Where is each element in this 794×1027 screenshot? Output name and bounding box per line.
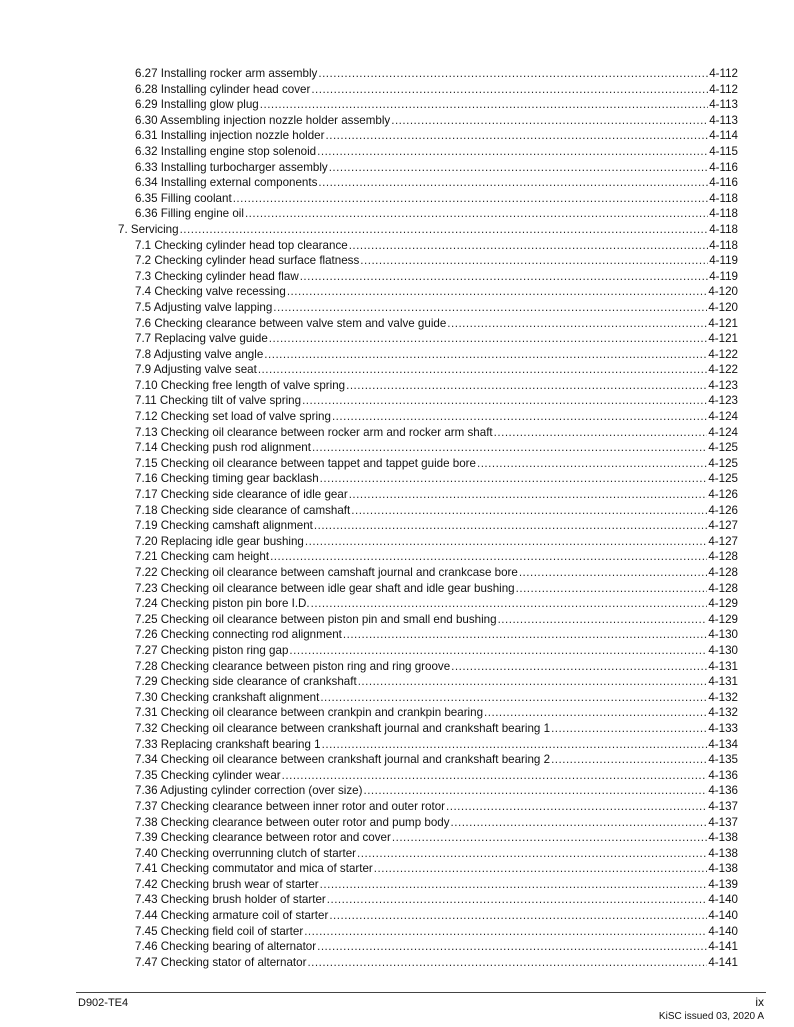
- toc-entry-page: 4-138: [708, 831, 738, 845]
- toc-entry-title: 7.13 Checking oil clearance between rocker arm and rocker arm shaft: [135, 425, 493, 439]
- toc-entry[interactable]: [118, 316, 738, 332]
- toc-entry[interactable]: [118, 238, 738, 254]
- toc-entry[interactable]: [118, 144, 738, 160]
- toc-entry-title: 6.27 Installing rocker arm assembly: [135, 67, 318, 80]
- toc-entry-page: 4-128: [708, 581, 738, 595]
- toc-entry[interactable]: [118, 97, 738, 113]
- toc-entry-page: 4-140: [708, 909, 738, 923]
- toc-entry[interactable]: [118, 331, 738, 347]
- footer-page-number: ix: [755, 995, 764, 1009]
- toc-entry-title: 7.28 Checking clearance between piston ring and ring groove: [135, 659, 451, 673]
- toc-entry[interactable]: [118, 456, 738, 472]
- toc-entry-page: 4-138: [708, 862, 738, 876]
- toc-entry[interactable]: [118, 113, 738, 129]
- toc-entry[interactable]: [118, 705, 738, 721]
- toc-entry-page: 4-118: [709, 238, 738, 252]
- toc-entry[interactable]: [118, 596, 738, 612]
- toc-dot-leader: [311, 596, 708, 612]
- toc-entry[interactable]: [118, 440, 738, 456]
- toc-entry[interactable]: [118, 347, 738, 363]
- toc-entry-page: 4-113: [709, 98, 738, 112]
- toc-dot-leader: [300, 269, 709, 285]
- toc-entry-page: 4-112: [709, 67, 738, 80]
- toc-dot-leader: [273, 300, 707, 316]
- toc-entry-title: 7. Servicing: [118, 222, 179, 236]
- toc-entry-title: 7.42 Checking brush wear of starter: [135, 877, 319, 891]
- toc-entry-title: 7.45 Checking field coil of starter: [135, 924, 304, 938]
- toc-dot-leader: [332, 409, 707, 425]
- toc-entry-page: 4-140: [708, 893, 738, 907]
- toc-entry[interactable]: [118, 160, 738, 176]
- toc-entry-page: 4-131: [708, 659, 738, 673]
- toc-entry[interactable]: [118, 877, 738, 893]
- toc-entry-title: 7.31 Checking oil clearance between crankpin and crankpin bearing: [135, 706, 484, 720]
- toc-dot-leader: [326, 128, 709, 144]
- toc-entry-title: 7.26 Checking connecting rod alignment: [135, 628, 342, 642]
- toc-entry-title: 6.32 Installing engine stop solenoid: [135, 144, 317, 158]
- toc-dot-leader: [343, 627, 707, 643]
- toc-entry-title: 7.3 Checking cylinder head flaw: [135, 269, 299, 283]
- toc-dot-leader: [269, 331, 708, 347]
- toc-entry-page: 4-118: [709, 222, 738, 236]
- toc-entry[interactable]: [118, 300, 738, 316]
- toc-dot-leader: [245, 206, 708, 222]
- toc-dot-leader: [312, 440, 707, 456]
- toc-dot-leader: [307, 955, 707, 971]
- toc-dot-leader: [451, 659, 707, 675]
- toc-entry-page: 4-134: [708, 737, 738, 751]
- toc-entry-title: 6.34 Installing external components: [135, 176, 318, 190]
- toc-dot-leader: [327, 892, 708, 908]
- toc-entry-title: 7.21 Checking cam height: [135, 550, 270, 564]
- toc-entry-page: 4-127: [708, 519, 738, 533]
- toc-entry-title: 7.35 Checking cylinder wear: [135, 768, 281, 782]
- toc-dot-leader: [305, 534, 707, 550]
- toc-entry-title: 7.36 Adjusting cylinder correction (over size): [135, 784, 363, 798]
- toc-entry-page: 4-116: [709, 160, 738, 174]
- toc-entry-page: 4-130: [708, 643, 738, 657]
- toc-entry[interactable]: [118, 674, 738, 690]
- toc-entry[interactable]: [118, 830, 738, 846]
- toc-entry-title: 7.15 Checking oil clearance between tappet and tappet guide bore: [135, 456, 476, 470]
- toc-entry-page: 4-140: [708, 924, 738, 938]
- toc-entry-page: 4-133: [708, 721, 738, 735]
- toc-entry[interactable]: [118, 752, 738, 768]
- toc-entry[interactable]: [118, 128, 738, 144]
- toc-entry-page: 4-138: [708, 846, 738, 860]
- toc-entry-title: 7.6 Checking clearance between valve stem and valve guide: [135, 316, 447, 330]
- toc-entry[interactable]: [118, 581, 738, 597]
- toc-entry[interactable]: [118, 284, 738, 300]
- toc-entry-title: 6.29 Installing glow plug: [135, 98, 259, 112]
- toc-entry-page: 4-136: [708, 768, 738, 782]
- toc-entry[interactable]: [118, 690, 738, 706]
- toc-entry[interactable]: [118, 549, 738, 565]
- toc-dot-leader: [258, 362, 708, 378]
- toc-entry[interactable]: [118, 612, 738, 628]
- toc-dot-leader: [329, 160, 709, 176]
- toc-dot-leader: [317, 939, 707, 955]
- toc-entry-title: 6.28 Installing cylinder head cover: [135, 82, 311, 96]
- toc-entry[interactable]: [118, 892, 738, 908]
- toc-dot-leader: [498, 612, 708, 628]
- toc-entry-title: 7.30 Checking crankshaft alignment: [135, 690, 320, 704]
- toc-entry[interactable]: [118, 721, 738, 737]
- toc-entry[interactable]: [118, 659, 738, 675]
- toc-dot-leader: [302, 393, 707, 409]
- toc-dot-leader: [358, 674, 708, 690]
- toc-entry-title: 7.46 Checking bearing of alternator: [135, 940, 317, 954]
- toc-entry-page: 4-120: [708, 300, 738, 314]
- toc-dot-leader: [314, 518, 707, 534]
- toc-dot-leader: [494, 425, 708, 441]
- toc-entry-title: 6.36 Filling engine oil: [135, 207, 244, 221]
- toc-entry-page: 4-119: [709, 254, 738, 268]
- toc-entry-title: 7.27 Checking piston ring gap: [135, 643, 289, 657]
- toc-entry-title: 6.31 Installing injection nozzle holder: [135, 129, 325, 143]
- toc-entry-page: 4-130: [708, 628, 738, 642]
- toc-entry[interactable]: [118, 393, 738, 409]
- toc-entry-title: 7.29 Checking side clearance of crankshaft: [135, 675, 357, 689]
- toc-entry[interactable]: [118, 861, 738, 877]
- toc-entry-title: 6.30 Assembling injection nozzle holder assembly: [135, 113, 391, 127]
- toc-entry-page: 4-129: [708, 612, 738, 626]
- toc-entry-title: 7.20 Replacing idle gear bushing: [135, 534, 304, 548]
- toc-entry[interactable]: [118, 939, 738, 955]
- toc-entry[interactable]: [118, 191, 738, 207]
- toc-dot-leader: [318, 66, 708, 82]
- toc-dot-leader: [289, 643, 707, 659]
- toc-entry-page: 4-125: [708, 456, 738, 470]
- toc-entry-title: 6.35 Filling coolant: [135, 191, 232, 205]
- toc-entry[interactable]: [118, 253, 738, 269]
- toc-dot-leader: [260, 97, 708, 113]
- toc-dot-leader: [447, 316, 707, 332]
- toc-dot-leader: [551, 752, 707, 768]
- toc-entry[interactable]: [118, 815, 738, 831]
- toc-entry-title: 7.38 Checking clearance between outer rotor and pump body: [135, 815, 450, 829]
- toc-entry-page: 4-128: [708, 550, 738, 564]
- toc-dot-leader: [349, 487, 708, 503]
- toc-entry-page: 4-126: [708, 503, 738, 517]
- toc-entry-page: 4-113: [709, 113, 738, 127]
- toc-dot-leader: [374, 861, 708, 877]
- toc-entry[interactable]: [118, 643, 738, 659]
- toc-entry-title: 7.19 Checking camshaft alignment: [135, 519, 313, 533]
- toc-entry[interactable]: [118, 82, 738, 98]
- footer-issued: KiSC issued 03, 2020 A: [658, 1011, 764, 1022]
- toc-entry-title: 7.32 Checking oil clearance between crankshaft journal and crankshaft bearing 1: [135, 721, 551, 735]
- toc-dot-leader: [346, 378, 707, 394]
- toc-entry-page: 4-129: [708, 597, 738, 611]
- toc-entry-title: 7.17 Checking side clearance of idle gear: [135, 488, 348, 502]
- toc-entry[interactable]: [118, 269, 738, 285]
- toc-dot-leader: [287, 284, 708, 300]
- toc-dot-leader: [318, 175, 708, 191]
- toc-entry[interactable]: [118, 222, 738, 238]
- toc-entry-title: 7.34 Checking oil clearance between crankshaft journal and crankshaft bearing 2: [135, 753, 551, 767]
- toc-dot-leader: [264, 347, 707, 363]
- toc-entry-page: 4-136: [708, 784, 738, 798]
- toc-entry-title: 7.10 Checking free length of valve spring: [135, 378, 346, 392]
- toc-entry[interactable]: [118, 924, 738, 940]
- toc-entry-title: 7.12 Checking set load of valve spring: [135, 410, 331, 424]
- toc-entry[interactable]: [118, 955, 738, 971]
- toc-entry[interactable]: [118, 378, 738, 394]
- toc-entry-page: 4-121: [708, 332, 738, 346]
- toc-entry-page: 4-125: [708, 441, 738, 455]
- toc-entry-title: 7.23 Checking oil clearance between idle gear shaft and idle gear bushing: [135, 581, 515, 595]
- toc-entry[interactable]: [118, 503, 738, 519]
- toc-entry-page: 4-122: [708, 347, 738, 361]
- toc-entry-page: 4-132: [708, 690, 738, 704]
- toc-entry-title: 7.25 Checking oil clearance between piston pin and small end bushing: [135, 612, 497, 626]
- toc-dot-leader: [320, 471, 708, 487]
- toc-dot-leader: [391, 113, 708, 129]
- toc-dot-leader: [446, 799, 707, 815]
- toc-dot-leader: [320, 690, 707, 706]
- toc-entry-page: 4-115: [709, 144, 738, 158]
- toc-entry[interactable]: [118, 737, 738, 753]
- toc-entry-title: 6.33 Installing turbocharger assembly: [135, 160, 328, 174]
- toc-dot-leader: [360, 253, 708, 269]
- toc-entry[interactable]: [118, 471, 738, 487]
- toc-entry-title: 7.1 Checking cylinder head top clearance: [135, 238, 348, 252]
- toc-dot-leader: [322, 737, 708, 753]
- toc-entry-page: 4-120: [708, 285, 738, 299]
- toc-entry-title: 7.33 Replacing crankshaft bearing 1: [135, 737, 321, 751]
- toc-entry-page: 4-118: [709, 207, 738, 221]
- toc-entry-page: 4-141: [708, 955, 738, 969]
- toc-dot-leader: [282, 768, 708, 784]
- toc-entry-title: 7.7 Replacing valve guide: [135, 332, 268, 346]
- toc-dot-leader: [477, 456, 707, 472]
- toc-entry-page: 4-137: [708, 815, 738, 829]
- toc-entry-title: 7.9 Adjusting valve seat: [135, 363, 257, 377]
- toc-entry-page: 4-141: [708, 940, 738, 954]
- toc-entry-page: 4-139: [708, 877, 738, 891]
- toc-entry[interactable]: [118, 518, 738, 534]
- toc-entry-page: 4-123: [708, 378, 738, 392]
- table-of-contents: [118, 66, 738, 970]
- toc-entry-title: 7.14 Checking push rod alignment: [135, 441, 311, 455]
- toc-dot-leader: [357, 846, 707, 862]
- toc-entry-title: 7.18 Checking side clearance of camshaft: [135, 503, 351, 517]
- toc-entry[interactable]: [118, 908, 738, 924]
- toc-entry-title: 7.5 Adjusting valve lapping: [135, 300, 273, 314]
- toc-entry-title: 7.11 Checking tilt of valve spring: [135, 394, 302, 408]
- toc-dot-leader: [519, 565, 708, 581]
- toc-entry[interactable]: [118, 175, 738, 191]
- toc-dot-leader: [351, 503, 707, 519]
- toc-dot-leader: [363, 783, 707, 799]
- toc-entry-title: 7.2 Checking cylinder head surface flatness: [135, 254, 360, 268]
- toc-entry-page: 4-124: [708, 425, 738, 439]
- toc-dot-leader: [180, 222, 709, 238]
- toc-dot-leader: [451, 815, 708, 831]
- toc-dot-leader: [317, 144, 708, 160]
- toc-entry-page: 4-118: [709, 191, 738, 205]
- toc-entry-page: 4-137: [708, 799, 738, 813]
- toc-entry-title: 7.37 Checking clearance between inner rotor and outer rotor: [135, 799, 445, 813]
- toc-entry-title: 7.22 Checking oil clearance between camshaft journal and crankcase bore: [135, 566, 518, 579]
- toc-entry-page: 4-116: [709, 176, 738, 190]
- toc-entry[interactable]: [118, 627, 738, 643]
- toc-dot-leader: [349, 238, 709, 254]
- toc-entry-title: 7.39 Checking clearance between rotor and cover: [135, 831, 391, 845]
- toc-entry[interactable]: [118, 425, 738, 441]
- footer-divider: [76, 992, 766, 993]
- toc-entry[interactable]: [118, 409, 738, 425]
- toc-entry-title: 7.47 Checking stator of alternator: [135, 955, 307, 969]
- toc-entry-page: 4-125: [708, 472, 738, 486]
- toc-entry-page: 4-128: [708, 566, 738, 579]
- toc-dot-leader: [551, 721, 707, 737]
- toc-entry-title: 7.41 Checking commutator and mica of starter: [135, 862, 373, 876]
- toc-entry[interactable]: [118, 534, 738, 550]
- toc-entry-page: 4-127: [708, 534, 738, 548]
- toc-entry[interactable]: [118, 66, 738, 82]
- toc-entry-title: 7.44 Checking armature coil of starter: [135, 909, 329, 923]
- toc-entry[interactable]: [118, 768, 738, 784]
- toc-entry-page: 4-131: [708, 675, 738, 689]
- toc-entry-page: 4-126: [708, 488, 738, 502]
- toc-dot-leader: [484, 705, 707, 721]
- toc-entry[interactable]: [118, 487, 738, 503]
- toc-entry-page: 4-112: [709, 82, 738, 96]
- toc-dot-leader: [392, 830, 707, 846]
- footer-model: D902-TE4: [78, 997, 129, 1009]
- toc-entry[interactable]: [118, 206, 738, 222]
- toc-entry-page: 4-121: [708, 316, 738, 330]
- toc-entry[interactable]: [118, 565, 738, 581]
- toc-dot-leader: [311, 82, 708, 98]
- toc-entry-page: 4-132: [708, 706, 738, 720]
- toc-entry-title: 7.16 Checking timing gear backlash: [135, 472, 319, 486]
- toc-entry[interactable]: [118, 783, 738, 799]
- toc-entry[interactable]: [118, 846, 738, 862]
- toc-dot-leader: [516, 581, 708, 597]
- toc-entry-page: 4-114: [709, 129, 738, 143]
- toc-entry-title: 7.8 Adjusting valve angle: [135, 347, 264, 361]
- toc-entry-title: 7.4 Checking valve recessing: [135, 285, 286, 299]
- toc-entry-page: 4-135: [708, 753, 738, 767]
- toc-entry[interactable]: [118, 362, 738, 378]
- toc-entry-title: 7.40 Checking overrunning clutch of starter: [135, 846, 357, 860]
- toc-entry-page: 4-119: [709, 269, 738, 283]
- toc-entry-page: 4-123: [708, 394, 738, 408]
- toc-entry-page: 4-124: [708, 410, 738, 424]
- toc-entry-title: 7.43 Checking brush holder of starter: [135, 893, 326, 907]
- toc-dot-leader: [329, 908, 707, 924]
- toc-entry-title: 7.24 Checking piston pin bore I.D.: [135, 597, 310, 611]
- toc-dot-leader: [320, 877, 708, 893]
- toc-dot-leader: [304, 924, 707, 940]
- toc-dot-leader: [233, 191, 709, 207]
- toc-dot-leader: [270, 549, 707, 565]
- toc-entry-page: 4-122: [708, 363, 738, 377]
- toc-entry[interactable]: [118, 799, 738, 815]
